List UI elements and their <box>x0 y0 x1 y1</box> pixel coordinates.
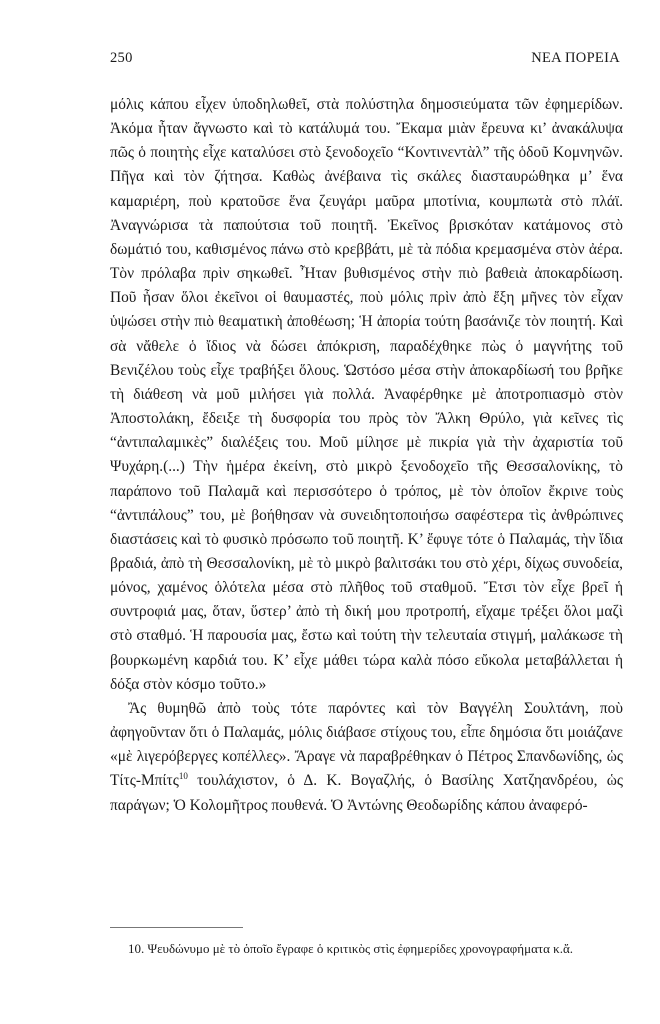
footnote: 10. Ψευδώνυμο μὲ τὸ ὁποῖο ἔγραφε ὁ κριτικὸς στὶς ἐφημερίδες χρονογραφήματα κ.ἄ. <box>128 941 574 956</box>
footnote-separator <box>110 927 243 928</box>
paragraph-2 <box>110 697 623 818</box>
paragraph-2-text-start: Ἂς θυμηθῶ ἀπὸ τοὺς τότε παρόντες καὶ τὸν Βαγγέλη Σουλτάνη, ποὺ ἀφηγοῦνταν ὅτι ὁ Παλαμάς, μόλις διάβασε στίχους του, εἶπε δημόσια ὅτι μοιάζανε «μὲ λιγερόβεργες κοπέλλες». Ἄραγε νὰ παραβρέθηκαν ὁ Πέτρος Σπανδωνίδης, ὡς Τίτς-Μπίτς <box>110 699 623 790</box>
page-header <box>110 50 620 67</box>
paragraph-1: μόλις κάπου εἶχεν ὑποδηλωθεῖ, στὰ πολύστηλα δημοσιεύματα τῶν ἐφημερίδων. Ἀκόμα ἦταν ἄγνωστο καὶ τὸ κατάλυμά του. Ἔκαμα μιὰν ἔρευνα κι’ ἀνακάλυψα πῶς ὁ ποιητὴς εἶχε καταλύσει στὸ ξενοδοχεῖο “Κοντινεντὰλ” τῆς ὁδοῦ Κομνηνῶν. Πῆγα καὶ τὸν ζήτησα. Καθὼς ἀνέβαινα τὶς σκάλες διασταυρώθηκα μ’ ἕνα καμαριέρη, ποὺ κρατοῦσε ἕνα ζευγάρι μαῦρα μποτίνια, κουμπωτὰ στὸ πλάϊ. Ἀναγνώρισα τὰ παπούτσια τοῦ ποιητῆ. Ἐκεῖνος βρισκόταν κατάμονος στὸ δωμάτιό του, καθισμένος πάνω στὸ κρεββάτι, μὲ τὰ πόδια κρεμασμένα στὸν ἀέρα. Τὸν πρόλαβα πρὶν σηκωθεῖ. Ἦταν βυθισμένος στὴν πιὸ βαθειὰ ἀποκαρδίωση. Ποῦ ἦσαν ὅλοι ἐκεῖνοι οἱ θαυμαστές, ποὺ μόλις πρὶν ἀπὸ ἔξη μῆνες τὸν εἶχαν ὑψώσει στὴν πιὸ θεαματικὴ ἀποθέωση; Ἡ ἀπορία τούτη βασάνιζε τὸν ποιητή. Καὶ σὰ νἄθελε ὁ ἴδιος νὰ δώσει ἀπόκριση, παραδέχθηκε πὼς ὁ μαγνήτης τοῦ Βενιζέλου τοὺς εἶχε τραβήξει ὅλους. Ὡστόσο μέσα στὴν ἀποκαρδίωσή του βρῆκε τὴ διάθεση νὰ μοῦ μιλήσει γιὰ πολλά. Ἀναφέρθηκε μὲ ἀποτροπιασμὸ στὸν Ἀποστολάκη, ἔδειξε τὴ δυσφορία του πρὸς τὸν Ἄλκη Θρύλο, γιὰ κεῖνες τὶς “ἀντιπαλαμικὲς” διαλέξεις του. Μοῦ μίλησε μὲ πικρία γιὰ τὴν ἀχαριστία τοῦ Ψυχάρη.(...) Τὴν ἡμέρα ἐκείνη, στὸ μικρὸ ξενοδοχεῖο τῆς Θεσσαλονίκης, τὸ παράπονο τοῦ Παλαμᾶ καὶ περισσότερο ὁ τρόπος, μὲ τὸν ὁποῖον ἔκρινε τοὺς “ἀντιπάλους” του, μὲ βοήθησαν νὰ συνειδητοποιήσω σαφέστερα τὶς ἀνθρώπινες διαστάσεις καὶ τὸ φυσικὸ πρόσωπο τοῦ ποιητῆ. Κ’ ἔφυγε τότε ὁ Παλαμάς, τὴν ἴδια βραδιά, ἀπὸ τὴ Θεσσαλονίκη, μὲ τὸ μικρὸ βαλιτσάκι του στὸ χέρι, δίχως συνοδεία, μόνος, χαμένος ὁλότελα μέσα στὸ πλῆθος τοῦ σταθμοῦ. Ἔτσι τὸν εἶχε βρεῖ ἡ συντροφιά μας, ὅταν, ὕστερ’ ἀπὸ τὴ δική μου προτροπή, εἴχαμε τρέξει ὅλοι μαζὶ στὸ σταθμό. Ἡ παρουσία μας, ἔστω καὶ τούτη τὴν τελευταία στιγμή, μαλάκωσε τὴ βουρκωμένη καρδιά του. Κ’ εἶχε μάθει τώρα καλὰ πόσο εὔκολα μεταβάλλεται ἡ δόξα στὸν κόσμο τοῦτο.» <box>110 96 623 693</box>
running-title: ΝΕΑ ΠΟΡΕΙΑ <box>531 50 620 66</box>
footnote-reference[interactable]: 10 <box>178 771 188 782</box>
body-text <box>110 93 623 818</box>
paragraph-2-text-end: τουλάχιστον, ὁ Δ. Κ. Βογαζλής, ὁ Βασίλης Χατζηανδρέου, ὡς παράγων; Ὁ Κολομῆτρος πουθενά. Ὁ Ἀντώνης Θεοδωρίδης κάπου ἀναφερό- <box>110 772 623 814</box>
page-number: 250 <box>110 50 133 66</box>
